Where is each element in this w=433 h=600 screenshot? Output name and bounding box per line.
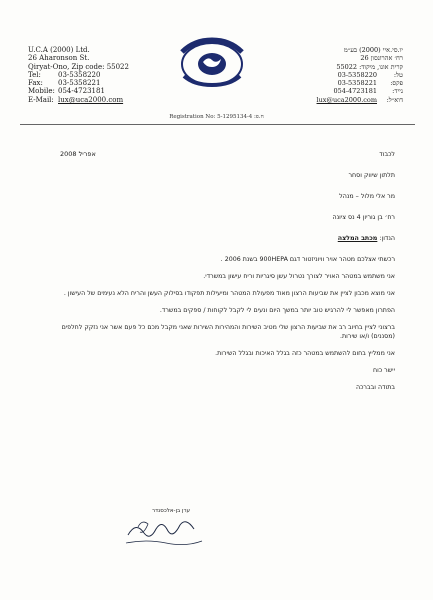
city-en: Qiryat-Ono, Zip code: 55022 bbox=[28, 62, 129, 71]
letter-date: אפריל 2008 bbox=[60, 150, 96, 158]
tel-he: 03-5358220 bbox=[337, 70, 377, 79]
subject-text: מכתב המלצה bbox=[337, 235, 378, 242]
subject-line bbox=[40, 234, 395, 243]
signature-stamp bbox=[118, 513, 208, 553]
city-he: קרית אונו, מיקוד: 55022 bbox=[336, 62, 403, 71]
closing-line-2: בתודה ובברכה bbox=[355, 384, 395, 391]
tel-en: 03-5358220 bbox=[58, 70, 101, 79]
paragraph: אני משתמש במטהר האויר לצורך נטרול עשן סיגריות וריח עישון במשרדי. bbox=[203, 273, 395, 280]
tel-label-en: Tel: bbox=[28, 70, 41, 79]
email-label-en: E-Mail: bbox=[28, 95, 54, 104]
paragraph: רכשתי אצלכם מטהר אויר וויוניזטור דגם 900HEPA בשנת 2006 . bbox=[220, 256, 395, 263]
to-label: לכבוד bbox=[379, 151, 395, 158]
fax-label-en: Fax: bbox=[28, 79, 43, 88]
company-name-he: יו.סי.איי (2000) בע״מ bbox=[343, 46, 403, 54]
email-label-he: דוא״ל: bbox=[386, 95, 403, 104]
paragraph: אני מוצא מכבון לציין את שביעות הרצון מאוד מפעולת המטהר ומיעילות תפקודו בסילוק העשן והריח הלא נעימים של העישון . bbox=[63, 290, 395, 297]
fax-en: 03-5358221 bbox=[58, 79, 101, 88]
letter-body bbox=[40, 150, 395, 392]
mobile-label-en: Mobile: bbox=[28, 87, 55, 96]
fax-label-he: פקס: bbox=[390, 79, 403, 88]
email-link-en[interactable]: lux@uca2000.com bbox=[58, 95, 124, 104]
company-logo bbox=[176, 36, 248, 88]
recipient-company: תלתון שיווק וסחר bbox=[348, 172, 395, 179]
recipient-address: רח׳ בן גוריון 4 נס ציונה bbox=[332, 214, 395, 221]
header-divider bbox=[20, 124, 415, 125]
tel-label-he: טל: bbox=[393, 70, 403, 79]
street-he: רח׳ אהרונסון 26 bbox=[360, 54, 403, 63]
recipient-person: מר אלי מלול – מנהל bbox=[339, 193, 395, 200]
mobile-he: 054-4723181 bbox=[333, 87, 377, 96]
street-en: 26 Aharonson St. bbox=[28, 54, 90, 63]
subject-label: הנדון: bbox=[379, 235, 395, 242]
letterhead-english bbox=[28, 46, 158, 104]
mobile-label-he: נייד: bbox=[392, 87, 403, 96]
fax-he: 03-5358221 bbox=[337, 79, 377, 88]
signer-name: ערן בן-אלכסנדר bbox=[151, 508, 190, 514]
paragraph: אני ממליץ בחום להשתמש במטהר כזה בגלל האיכות ובגלל השירות. bbox=[215, 350, 395, 357]
mobile-en: 054-4723181 bbox=[58, 87, 105, 96]
email-link-he[interactable]: lux@uca2000.com bbox=[316, 95, 377, 104]
letterhead-hebrew bbox=[283, 46, 403, 104]
closing-line-1: יישר כוח bbox=[373, 367, 395, 374]
company-name-en: U.C.A (2000) Ltd. bbox=[28, 46, 90, 54]
registration-number: Registration No: 5-1295134-4 :ח.פ bbox=[169, 114, 264, 120]
paragraph: הפתרון מאפשר לי להרגיש טוב יותר במשך היום ונעים לי לקבל לקוחות / ספקים במשרד. bbox=[159, 307, 395, 314]
paragraph: ברצוני לציין בחיוב רב את שביעות הרצון שלי מטיב השירות והמהירות השירות שאני מקבל מכם כל פעם אשר אני נזקק לחלפים (מסננים) ו/או שירות. bbox=[61, 324, 395, 340]
